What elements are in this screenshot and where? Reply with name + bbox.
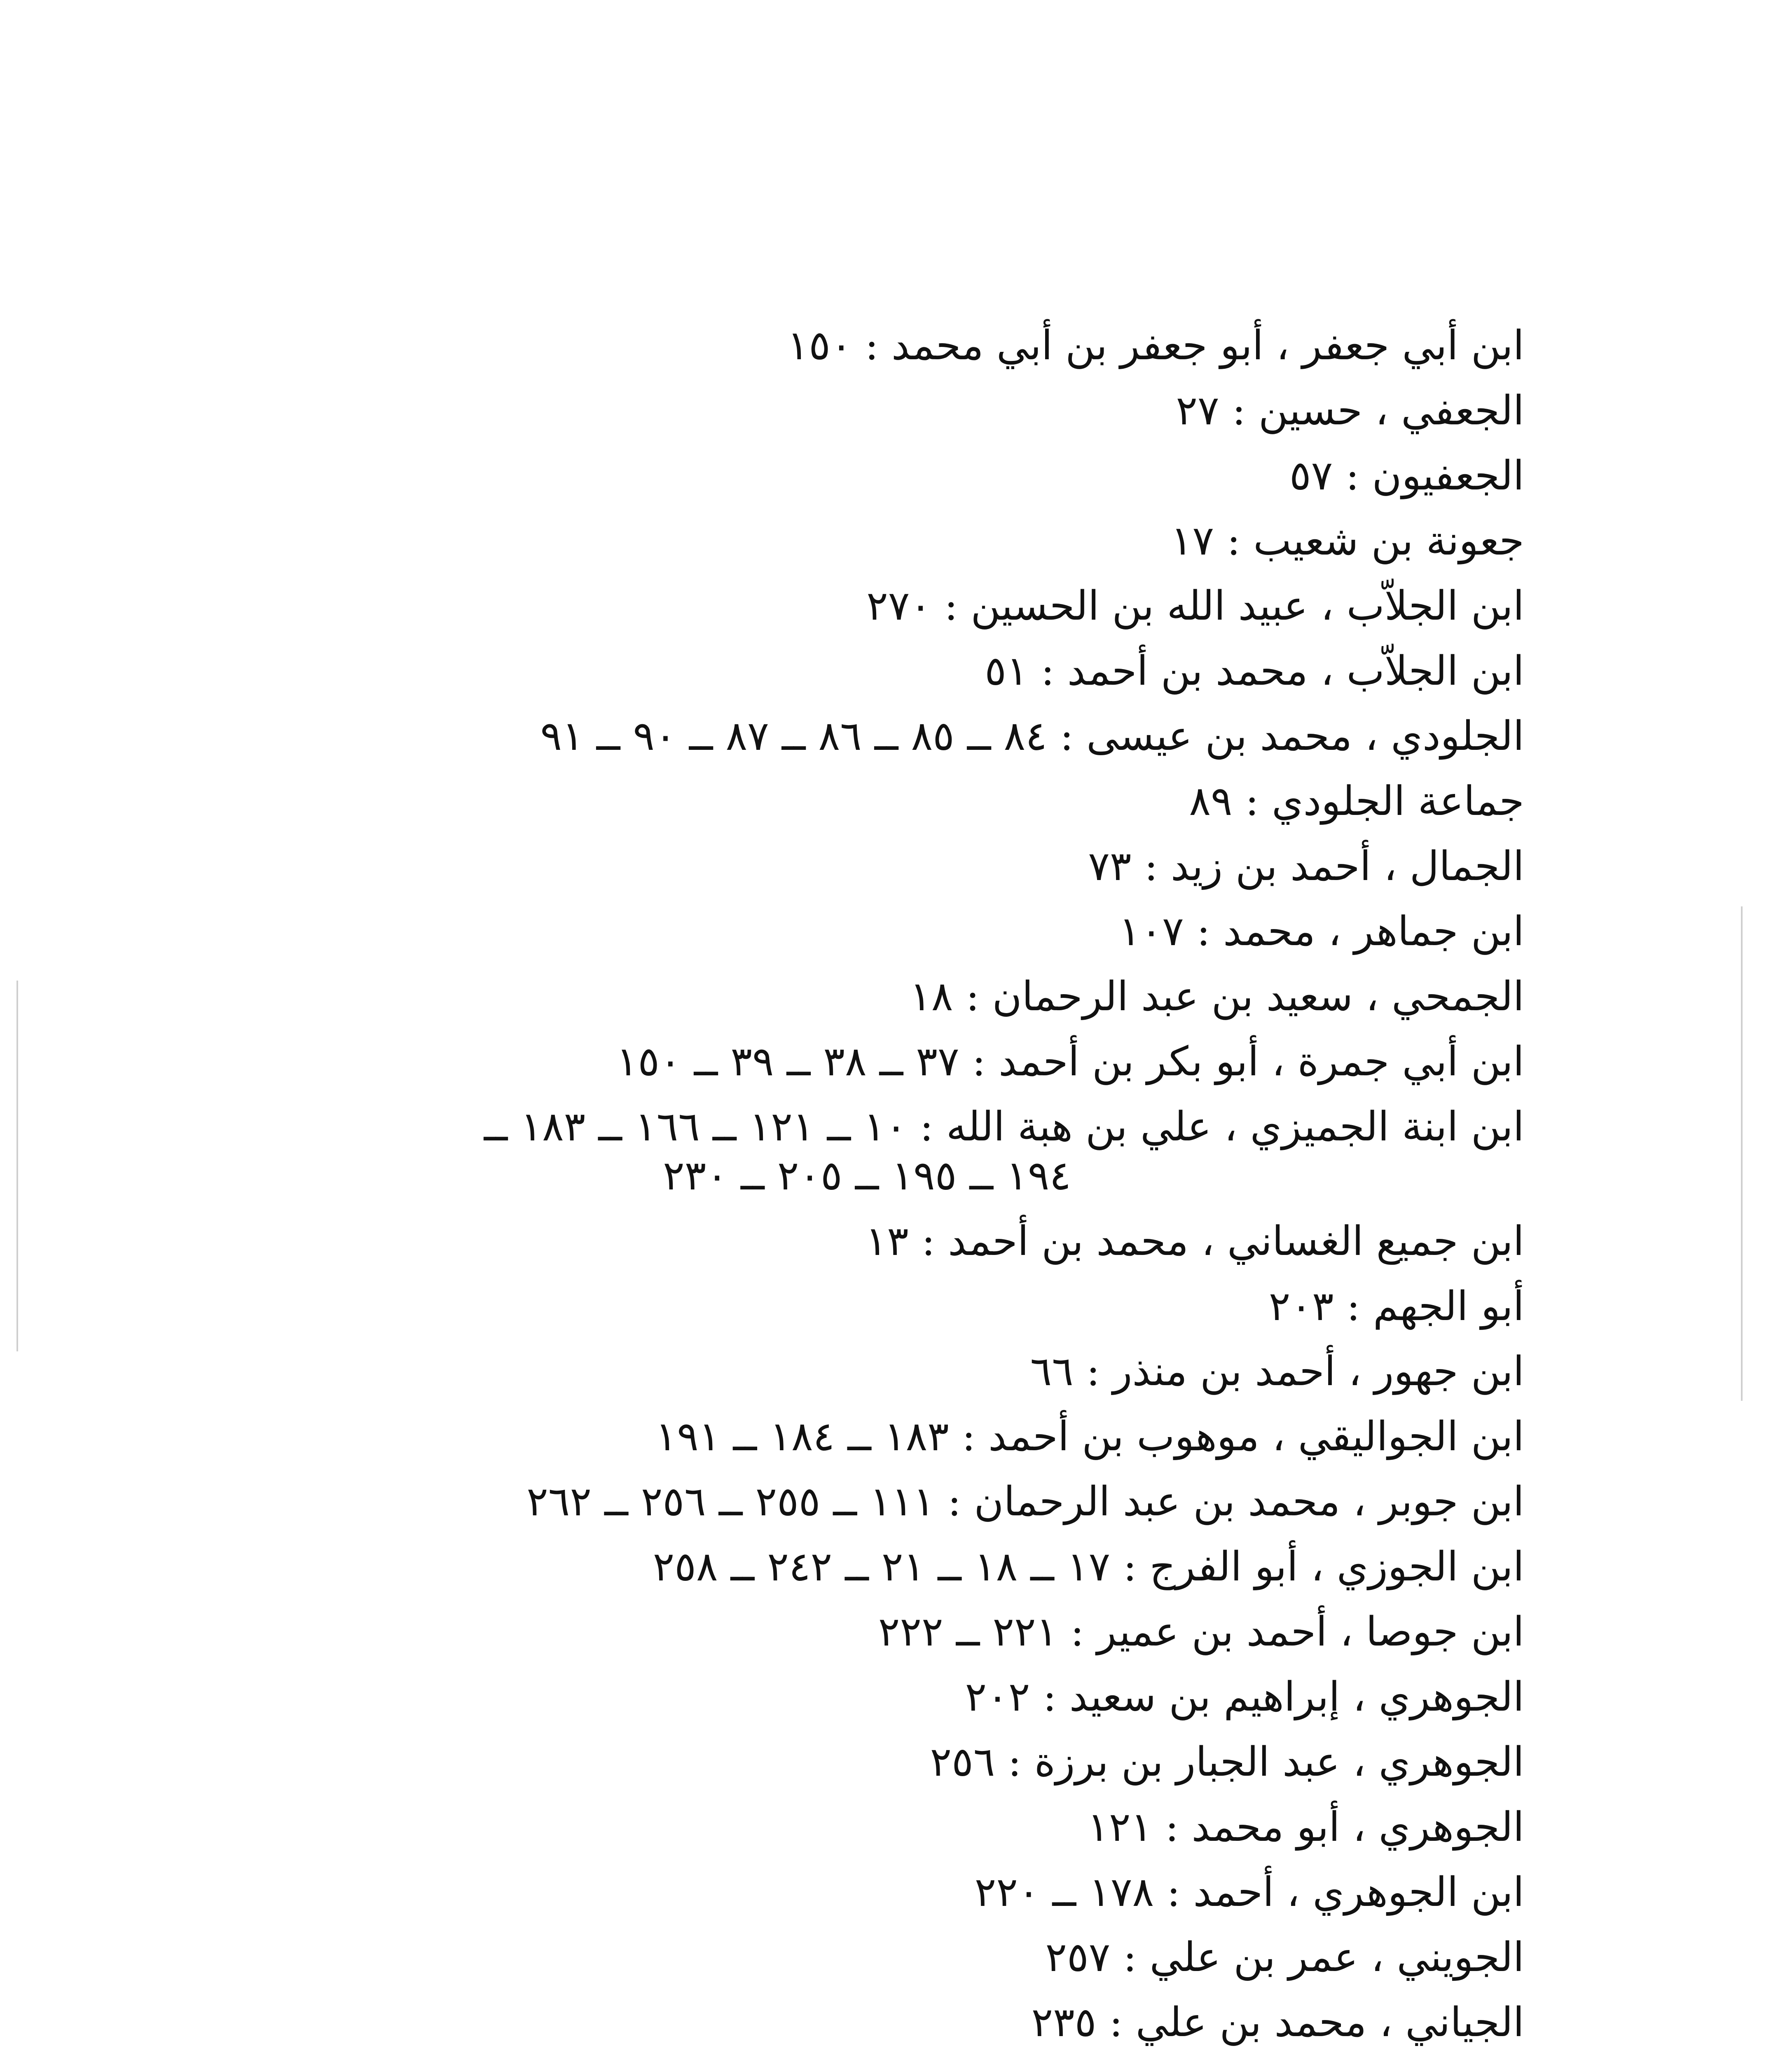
- index-entry: ابن أبي جعفر ، أبو جعفر بن أبي محمد : ١٥٠: [787, 322, 1524, 369]
- index-entry: الجوهري ، أبو محمد : ١٢١: [1087, 1804, 1524, 1851]
- index-entry: الجوهري ، عبد الجبار بن برزة : ٢٥٦: [930, 1739, 1524, 1786]
- index-entry: الجمال ، أحمد بن زيد : ٧٣: [1088, 843, 1524, 890]
- name-index-list: [247, 313, 1524, 2060]
- index-entry: ابن جهور ، أحمد بن منذر : ٦٦: [1030, 1348, 1524, 1395]
- index-entry: أبو الجهم : ٢٠٣: [1268, 1283, 1524, 1330]
- scan-edge-mark-right: [1741, 906, 1743, 1401]
- index-entry: الجعفي ، حسين : ٢٧: [1176, 387, 1524, 434]
- index-entry: ابن الجواليقي ، موهوب بن أحمد : ١٨٣ ــ ١٨٤ ــ ١٩١: [655, 1413, 1524, 1460]
- index-entry: ابن الجوزي ، أبو الفرج : ١٧ ــ ١٨ ــ ٢١ ــ ٢٤٢ ــ ٢٥٨: [653, 1543, 1524, 1590]
- index-entry: جعونة بن شعيب : ١٧: [1170, 517, 1524, 564]
- index-entry: الجلودي ، محمد بن عيسى : ٨٤ ــ ٨٥ ــ ٨٦ ــ ٨٧ ــ ٩٠ ــ ٩١: [540, 713, 1524, 760]
- index-entry: ابن جوصا ، أحمد بن عمير : ٢٢١ ــ ٢٢٢: [878, 1608, 1524, 1655]
- index-entry: الجعفيون : ٥٧: [1289, 452, 1524, 499]
- index-entry: الجمحي ، سعيد بن عبد الرحمان : ١٨: [910, 973, 1524, 1020]
- index-entry: ابن جوبر ، محمد بن عبد الرحمان : ١١١ ــ ٢٥٥ ــ ٢٥٦ ــ ٢٦٢: [526, 1478, 1524, 1525]
- index-entry: ابن جميع الغساني ، محمد بن أحمد : ١٣: [865, 1218, 1524, 1265]
- index-entry: ابن الجلاّب ، عبيد الله بن الحسين : ٢٧٠: [866, 583, 1524, 630]
- index-entry: جماعة الجلودي : ٨٩: [1189, 778, 1524, 825]
- index-entry: [247, 2055, 1524, 2060]
- index-entry: ابن الجلاّب ، محمد بن أحمد : ٥١: [985, 648, 1524, 695]
- index-entry: ابن الجوهري ، أحمد : ١٧٨ ــ ٢٢٠: [974, 1869, 1524, 1916]
- index-entry: ابن أبي جمرة ، أبو بكر بن أحمد : ٣٧ ــ ٣٨ ــ ٣٩ ــ ١٥٠: [616, 1038, 1524, 1085]
- index-entry: الجوهري ، إبراهيم بن سعيد : ٢٠٢: [965, 1674, 1524, 1721]
- index-entry: الجياني ، محمد بن علي : ٢٣٥: [1031, 1999, 1524, 2046]
- index-entry: ابن ابنة الجميزي ، علي بن هبة الله : ١٠ ــ ١٢١ ــ ١٦٦ ــ ١٨٣ ــ: [484, 1103, 1524, 1150]
- index-entry: الجويني ، عمر بن علي : ٢٥٧: [1045, 1934, 1524, 1981]
- scan-edge-mark-left: [16, 981, 18, 1351]
- index-entry: ابن جماهر ، محمد : ١٠٧: [1118, 908, 1524, 955]
- index-entry-continuation: ١٩٤ ــ ١٩٥ ــ ٢٠٥ ــ ٢٣٠: [663, 1152, 1071, 1199]
